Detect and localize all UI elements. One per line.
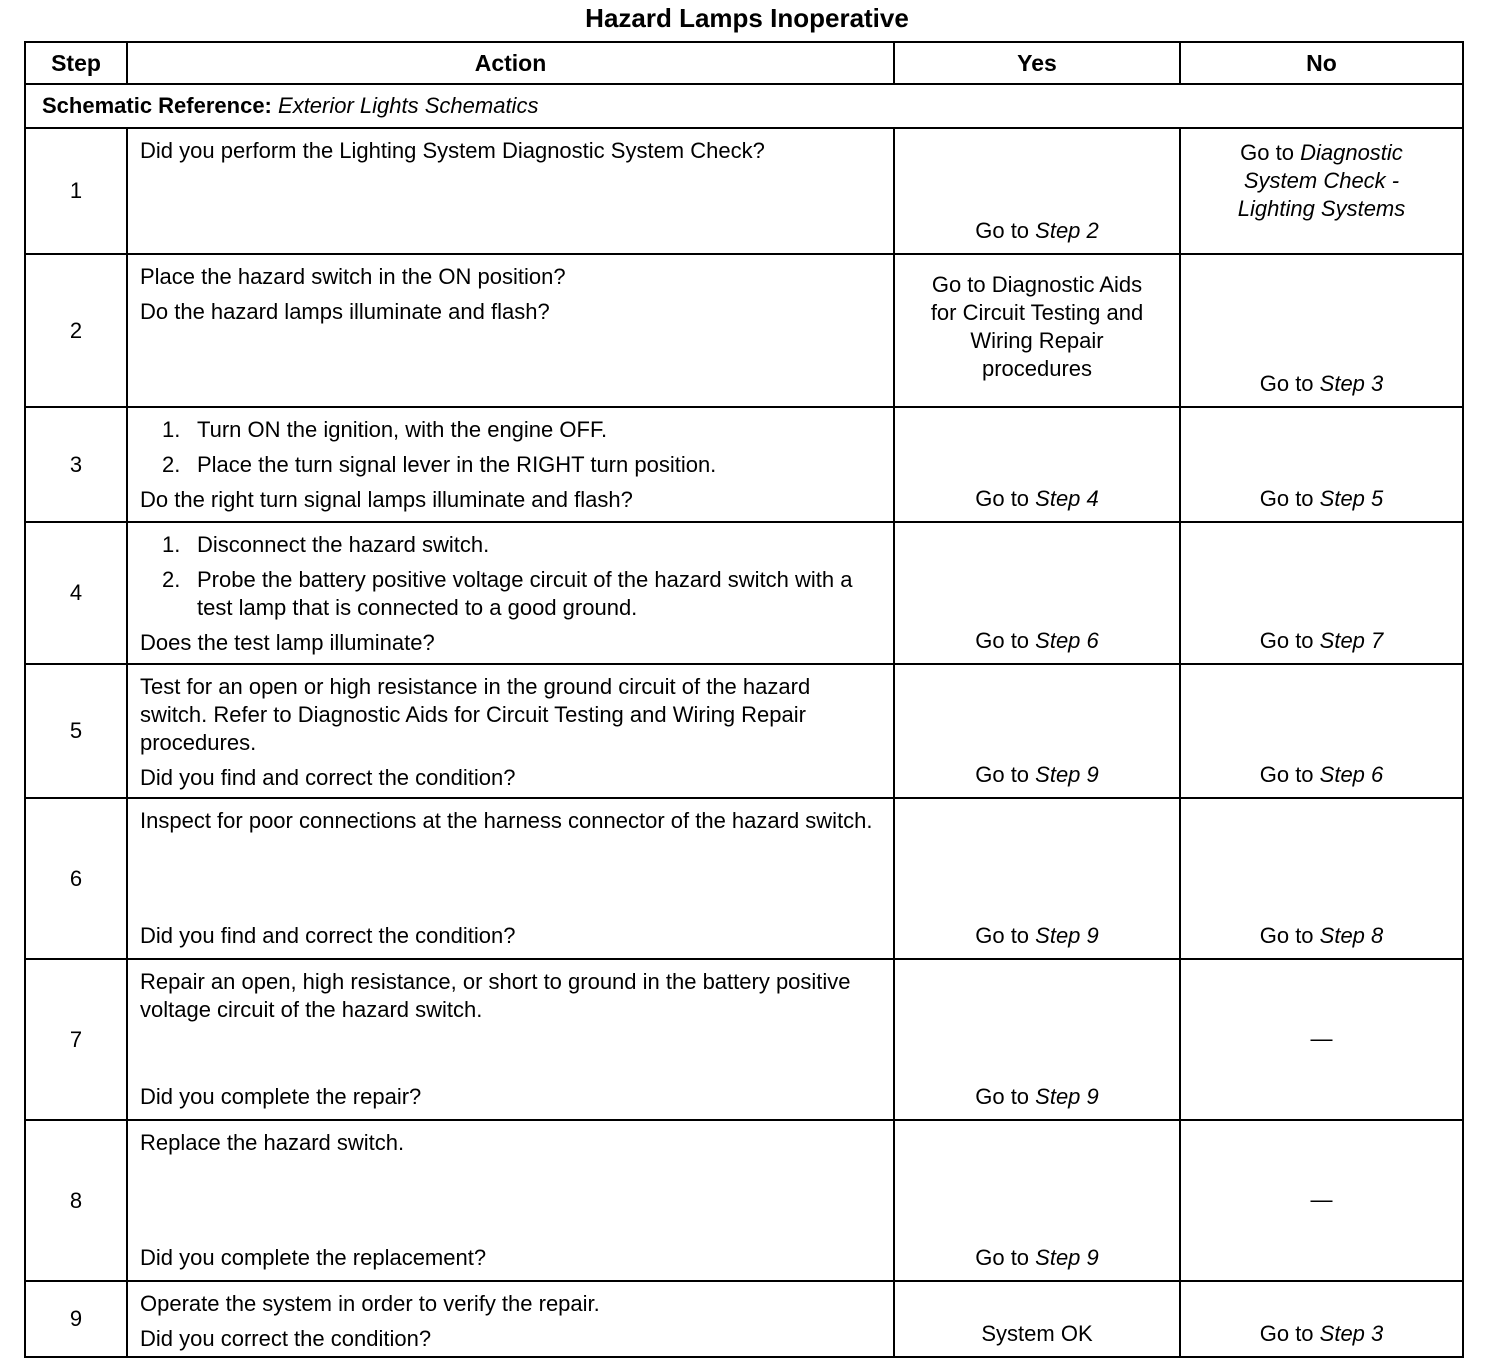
- yes-result[interactable]: Go to Step 9: [975, 923, 1099, 948]
- no-cell: [1180, 128, 1463, 254]
- yes-result[interactable]: Go to Step 9: [975, 1245, 1099, 1270]
- yes-cell: [894, 128, 1180, 254]
- yes-cell: [894, 522, 1180, 664]
- table-row: [25, 128, 1463, 254]
- no-result: —: [1310, 1025, 1333, 1051]
- step-number: 3: [25, 407, 127, 522]
- action-question: Did you complete the replacement?: [140, 1245, 487, 1270]
- step-number: 9: [25, 1281, 127, 1357]
- yes-cell: [894, 664, 1180, 798]
- action-cell: [127, 798, 894, 959]
- action-question: Did you correct the condition?: [140, 1326, 432, 1351]
- schematic-reference: [25, 84, 1463, 128]
- no-result: —: [1310, 1186, 1333, 1212]
- action-cell: [127, 1120, 894, 1281]
- diagnostic-table: [24, 41, 1464, 1358]
- yes-cell: [894, 1120, 1180, 1281]
- action-cell: [127, 407, 894, 522]
- schematic-reference-row: [25, 84, 1463, 128]
- step-number: 8: [25, 1120, 127, 1281]
- action-cell: [127, 522, 894, 664]
- no-cell: [1180, 1281, 1463, 1357]
- step-number: 1: [25, 128, 127, 254]
- step-number: 2: [25, 254, 127, 407]
- action-question: Did you complete the repair?: [140, 1084, 422, 1109]
- step-number: 4: [25, 522, 127, 664]
- yes-cell: [894, 959, 1180, 1120]
- action-text: Operate the system in order to verify the repair.: [140, 1291, 600, 1316]
- action-cell: [127, 959, 894, 1120]
- table-row: [25, 959, 1463, 1120]
- table-row: [25, 522, 1463, 664]
- substep: 1. Turn ON the ignition, with the engine OFF.: [162, 417, 608, 442]
- yes-result[interactable]: System OK: [981, 1321, 1093, 1346]
- no-result[interactable]: Go to Step 6: [1259, 762, 1384, 787]
- yes-cell: [894, 798, 1180, 959]
- no-result[interactable]: Go to Step 3: [1259, 1321, 1384, 1346]
- action-text: Inspect for poor connections at the harness connector of the hazard switch.: [140, 808, 873, 833]
- header-yes: Yes: [894, 42, 1180, 84]
- action-question: Did you find and correct the condition?: [140, 923, 516, 948]
- no-cell: [1180, 959, 1463, 1120]
- yes-cell: [894, 254, 1180, 407]
- table-row: [25, 1120, 1463, 1281]
- yes-cell: [894, 407, 1180, 522]
- yes-cell: [894, 1281, 1180, 1357]
- header-row: [25, 42, 1463, 84]
- yes-result[interactable]: Go to Diagnostic Aids for Circuit Testing and Wiring Repair procedures: [930, 272, 1144, 381]
- action-text: Did you perform the Lighting System Diagnostic System Check?: [140, 138, 765, 163]
- action-text: Test for an open or high resistance in the ground circuit of the hazard switch. Refer to Diagnostic Aids for Circuit Testing and Wiring Repair procedures.: [140, 674, 811, 755]
- no-result[interactable]: Go to Step 8: [1259, 923, 1384, 948]
- action-question: Do the right turn signal lamps illuminate and flash?: [140, 487, 633, 512]
- action-text: Replace the hazard switch.: [140, 1130, 405, 1155]
- no-cell: [1180, 522, 1463, 664]
- no-result[interactable]: Go to Diagnostic System Check - Lighting Systems: [1237, 140, 1406, 221]
- header-step: Step: [25, 42, 127, 84]
- substep: 2. Place the turn signal lever in the RIGHT turn position.: [162, 452, 717, 477]
- page-title: Hazard Lamps Inoperative: [585, 3, 909, 33]
- action-cell: [127, 128, 894, 254]
- step-number: 7: [25, 959, 127, 1120]
- action-cell: [127, 254, 894, 407]
- yes-result[interactable]: Go to Step 6: [975, 628, 1099, 653]
- no-cell: [1180, 254, 1463, 407]
- no-result[interactable]: Go to Step 7: [1259, 628, 1384, 653]
- substep: 1. Disconnect the hazard switch.: [162, 532, 490, 557]
- yes-result[interactable]: Go to Step 9: [975, 762, 1099, 787]
- no-cell: [1180, 407, 1463, 522]
- action-cell: [127, 1281, 894, 1357]
- substep: 2. Probe the battery positive voltage circuit of the hazard switch with a test lamp that is connected to a good ground.: [162, 567, 853, 620]
- header-no: No: [1180, 42, 1463, 84]
- action-question: Do the hazard lamps illuminate and flash?: [140, 299, 550, 324]
- no-result[interactable]: Go to Step 5: [1259, 486, 1384, 511]
- table-row: [25, 798, 1463, 959]
- action-text: Place the hazard switch in the ON position?: [140, 264, 566, 289]
- action-cell: [127, 664, 894, 798]
- step-number: 6: [25, 798, 127, 959]
- table-row: [25, 407, 1463, 522]
- action-question: Does the test lamp illuminate?: [140, 630, 435, 655]
- no-result[interactable]: Go to Step 3: [1259, 371, 1384, 396]
- no-cell: [1180, 798, 1463, 959]
- no-cell: [1180, 664, 1463, 798]
- schematic-reference-label: Schematic Reference:: [42, 93, 272, 118]
- yes-result[interactable]: Go to Step 9: [975, 1084, 1099, 1109]
- schematic-reference-link[interactable]: Exterior Lights Schematics: [278, 93, 539, 118]
- yes-result[interactable]: Go to Step 2: [975, 218, 1099, 243]
- header-action: Action: [127, 42, 894, 84]
- no-cell: [1180, 1120, 1463, 1281]
- action-text: Repair an open, high resistance, or short to ground in the battery positive voltage circuit of the hazard switch.: [140, 969, 851, 1022]
- table-row: [25, 1281, 1463, 1357]
- yes-result[interactable]: Go to Step 4: [975, 486, 1099, 511]
- action-question: Did you find and correct the condition?: [140, 765, 516, 790]
- table-row: [25, 664, 1463, 798]
- table-row: [25, 254, 1463, 407]
- step-number: 5: [25, 664, 127, 798]
